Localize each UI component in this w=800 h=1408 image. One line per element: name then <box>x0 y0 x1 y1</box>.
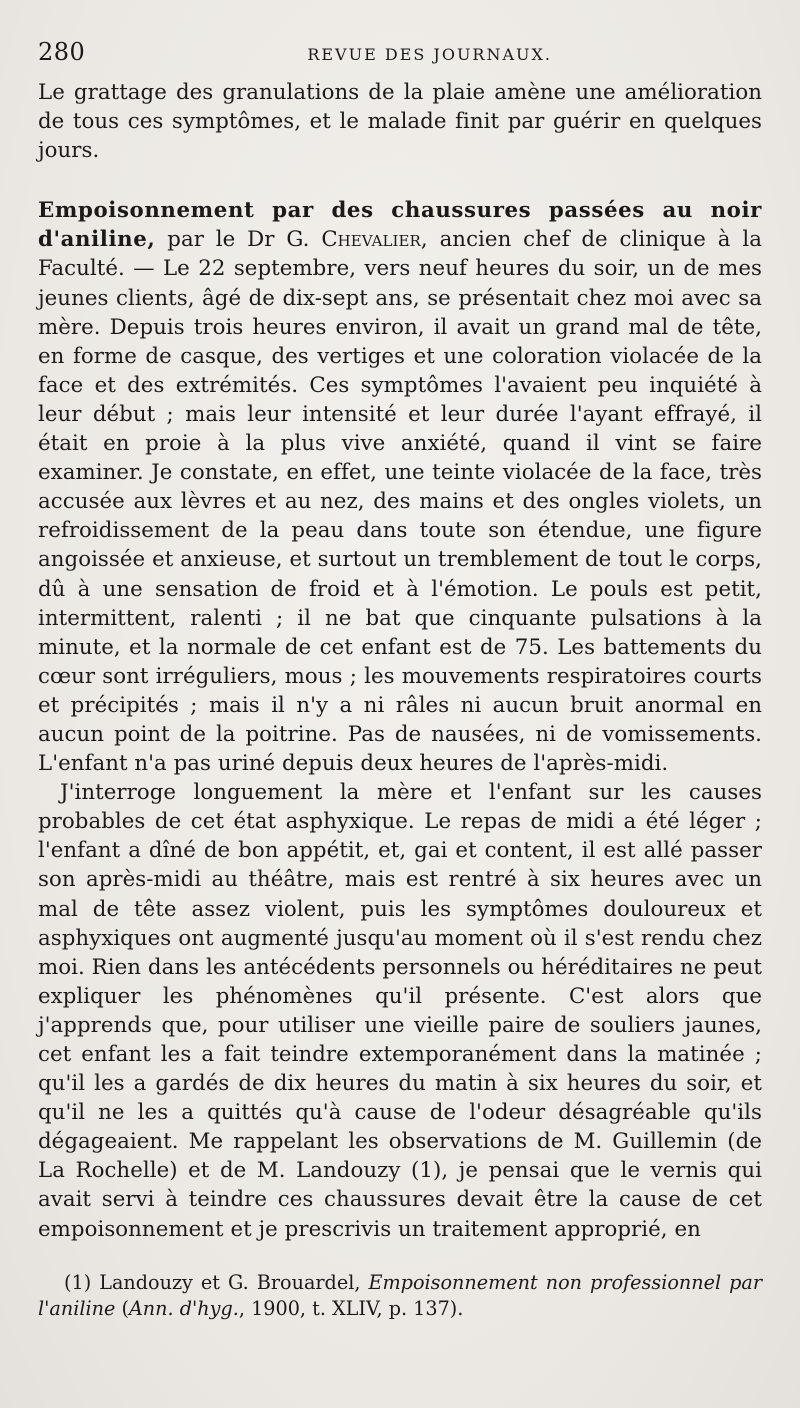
article-paragraph-1 <box>38 196 762 778</box>
body-text <box>38 78 762 1244</box>
footnote-details: , 1900, t. XLIV, p. 137). <box>238 1296 464 1320</box>
author-role: ancien chef de clinique à la Faculté. <box>38 227 763 282</box>
footnote-source-open: ( <box>121 1296 129 1320</box>
page-number: 280 <box>38 38 86 66</box>
footnote-authors: Landouzy et G. Brouardel, <box>99 1270 361 1294</box>
footnote <box>38 1270 762 1322</box>
footnote-work-title: Empoisonnement non professionnel par l'aniline <box>38 1270 762 1320</box>
author-prefix: par le Dr G. <box>167 227 310 253</box>
running-head: REVUE DES JOURNAUX. <box>307 45 552 64</box>
article-title: Empoisonnement par des chaussures passées au noir d'aniline, <box>38 198 762 253</box>
author-name: Chevalier, <box>321 227 428 253</box>
footnote-marker: (1) <box>64 1270 92 1294</box>
article-paragraph-2: J'interroge longuement la mère et l'enfant sur les causes probables de cet état asphyxique. Le repas de midi a été léger ; l'enfant a dîné de bon appétit, et, gai et content, il est allé passer son après-midi au théâtre, mais est rentré à six heures avec un mal de tête assez violent, puis les symptômes douloureux et asphyxiques ont augmenté jusqu'au moment où il s'est rendu chez moi. Rien dans les antécédents personnels ou héréditaires ne peut expliquer les phénomènes qu'il présente. C'est alors que j'apprends que, pour utiliser une vieille paire de souliers jaunes, cet enfant les a fait teindre extemporanément dans la matinée ; qu'il les a gardés de dix heures du matin à six heures du soir, et qu'il ne les a quittés qu'à cause de l'odeur désagréable qu'ils dégageaient. Me rappelant les observations de M. Guillemin (de La Rochelle) et de M. Landouzy (1), je pensai que le vernis qui avait servi à teindre ces chaussures devait être la cause de cet empoisonnement et je prescrivis un traitement approprié, en <box>38 780 762 1242</box>
footnote-journal: Ann. d'hyg. <box>128 1296 239 1320</box>
page-header <box>38 38 762 78</box>
intro-paragraph: Le grattage des granulations de la plaie amène une amélioration de tous ces symptômes, et le malade finit par guérir en quelques jours. <box>38 80 762 164</box>
paragraph-1-text: — Le 22 septembre, vers neuf heures du soir, un de mes jeunes clients, âgé de dix-sept ans, se présentait chez moi avec sa mère. Depuis trois heures environ, il avait un grand mal de tête, en forme de casque, des vertiges et une coloration violacée de la face et des extrémités. Ces symptômes l'avaient peu inquiété à leur début ; mais leur intensité et leur durée l'ayant effrayé, il était en proie à la plus vive anxiété, quand il vint se faire examiner. Je constate, en effet, une teinte violacée de la face, très accusée aux lèvres et au nez, des mains et des ongles violets, un refroidissement de la peau dans toute son étendue, une figure angoissée et anxieuse, et surtout un tremblement de tout le corps, dû à une sensation de froid et à l'émotion. Le pouls est petit, intermittent, ralenti ; il ne bat que cinquante pulsations à la minute, et la normale de cet enfant est de 75. Les battements du cœur sont irréguliers, mous ; les mouvements respiratoires courts et précipités ; mais il n'y a ni râles ni aucun bruit anormal en aucun point de la poitrine. Pas de nausées, ni de vomissements. L'enfant n'a pas uriné depuis deux heures de l'après-midi. <box>38 256 762 777</box>
